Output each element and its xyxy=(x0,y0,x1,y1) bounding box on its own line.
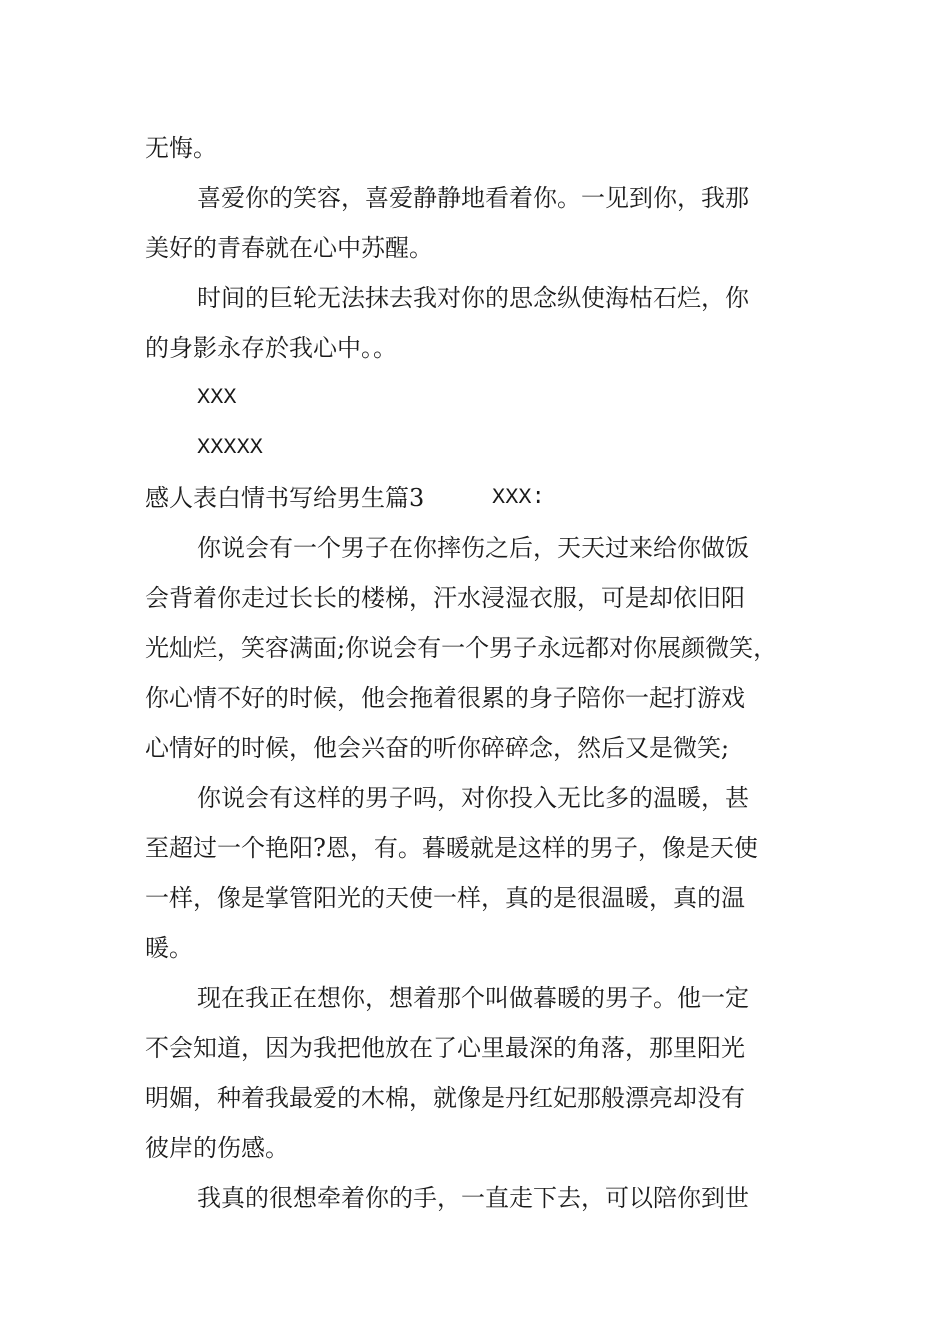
text-line: 你心情不好的时候，他会拖着很累的身子陪你一起打游戏 xyxy=(145,684,745,712)
text-line: 彼岸的伤感。 xyxy=(145,1134,289,1162)
text-line: 光灿烂，笑容满面;你说会有一个男子永远都对你展颜微笑， xyxy=(145,634,778,662)
text-line: 不会知道，因为我把他放在了心里最深的角落，那里阳光 xyxy=(145,1034,745,1062)
text-line: 至超过一个艳阳?恩，有。暮暖就是这样的男子，像是天使 xyxy=(145,834,758,862)
section-heading: 感人表白情书写给男生篇3 xyxy=(145,484,425,512)
paragraph-start: 你说会有一个男子在你摔伤之后，天天过来给你做饭 xyxy=(197,534,749,562)
text-line: 暖。 xyxy=(145,934,193,962)
text-line: 美好的青春就在心中苏醒。 xyxy=(145,234,433,262)
paragraph-start: 你说会有这样的男子吗，对你投入无比多的温暖，甚 xyxy=(197,784,749,812)
signature-line: XXX xyxy=(197,385,237,410)
text-line: 一样，像是掌管阳光的天使一样，真的是很温暖，真的温 xyxy=(145,884,745,912)
paragraph-start: 时间的巨轮无法抹去我对你的思念纵使海枯石烂，你 xyxy=(197,284,749,312)
text-line: 心情好的时候，他会兴奋的听你碎碎念，然后又是微笑; xyxy=(145,734,730,762)
addressee: XXX: xyxy=(492,485,545,510)
signature-line: XXXXX xyxy=(197,435,264,460)
text-line: 无悔。 xyxy=(145,134,217,162)
text-line: 明媚，种着我最爱的木棉，就像是丹红妃那般漂亮却没有 xyxy=(145,1084,745,1112)
paragraph-start: 喜爱你的笑容，喜爱静静地看着你。一见到你，我那 xyxy=(197,184,749,212)
paragraph-start: 我真的很想牵着你的手，一直走下去，可以陪你到世 xyxy=(197,1184,749,1212)
text-line: 会背着你走过长长的楼梯，汗水浸湿衣服，可是却依旧阳 xyxy=(145,584,745,612)
paragraph-start: 现在我正在想你，想着那个叫做暮暖的男子。他一定 xyxy=(197,984,749,1012)
text-line: 的身影永存於我心中。。 xyxy=(145,334,397,362)
